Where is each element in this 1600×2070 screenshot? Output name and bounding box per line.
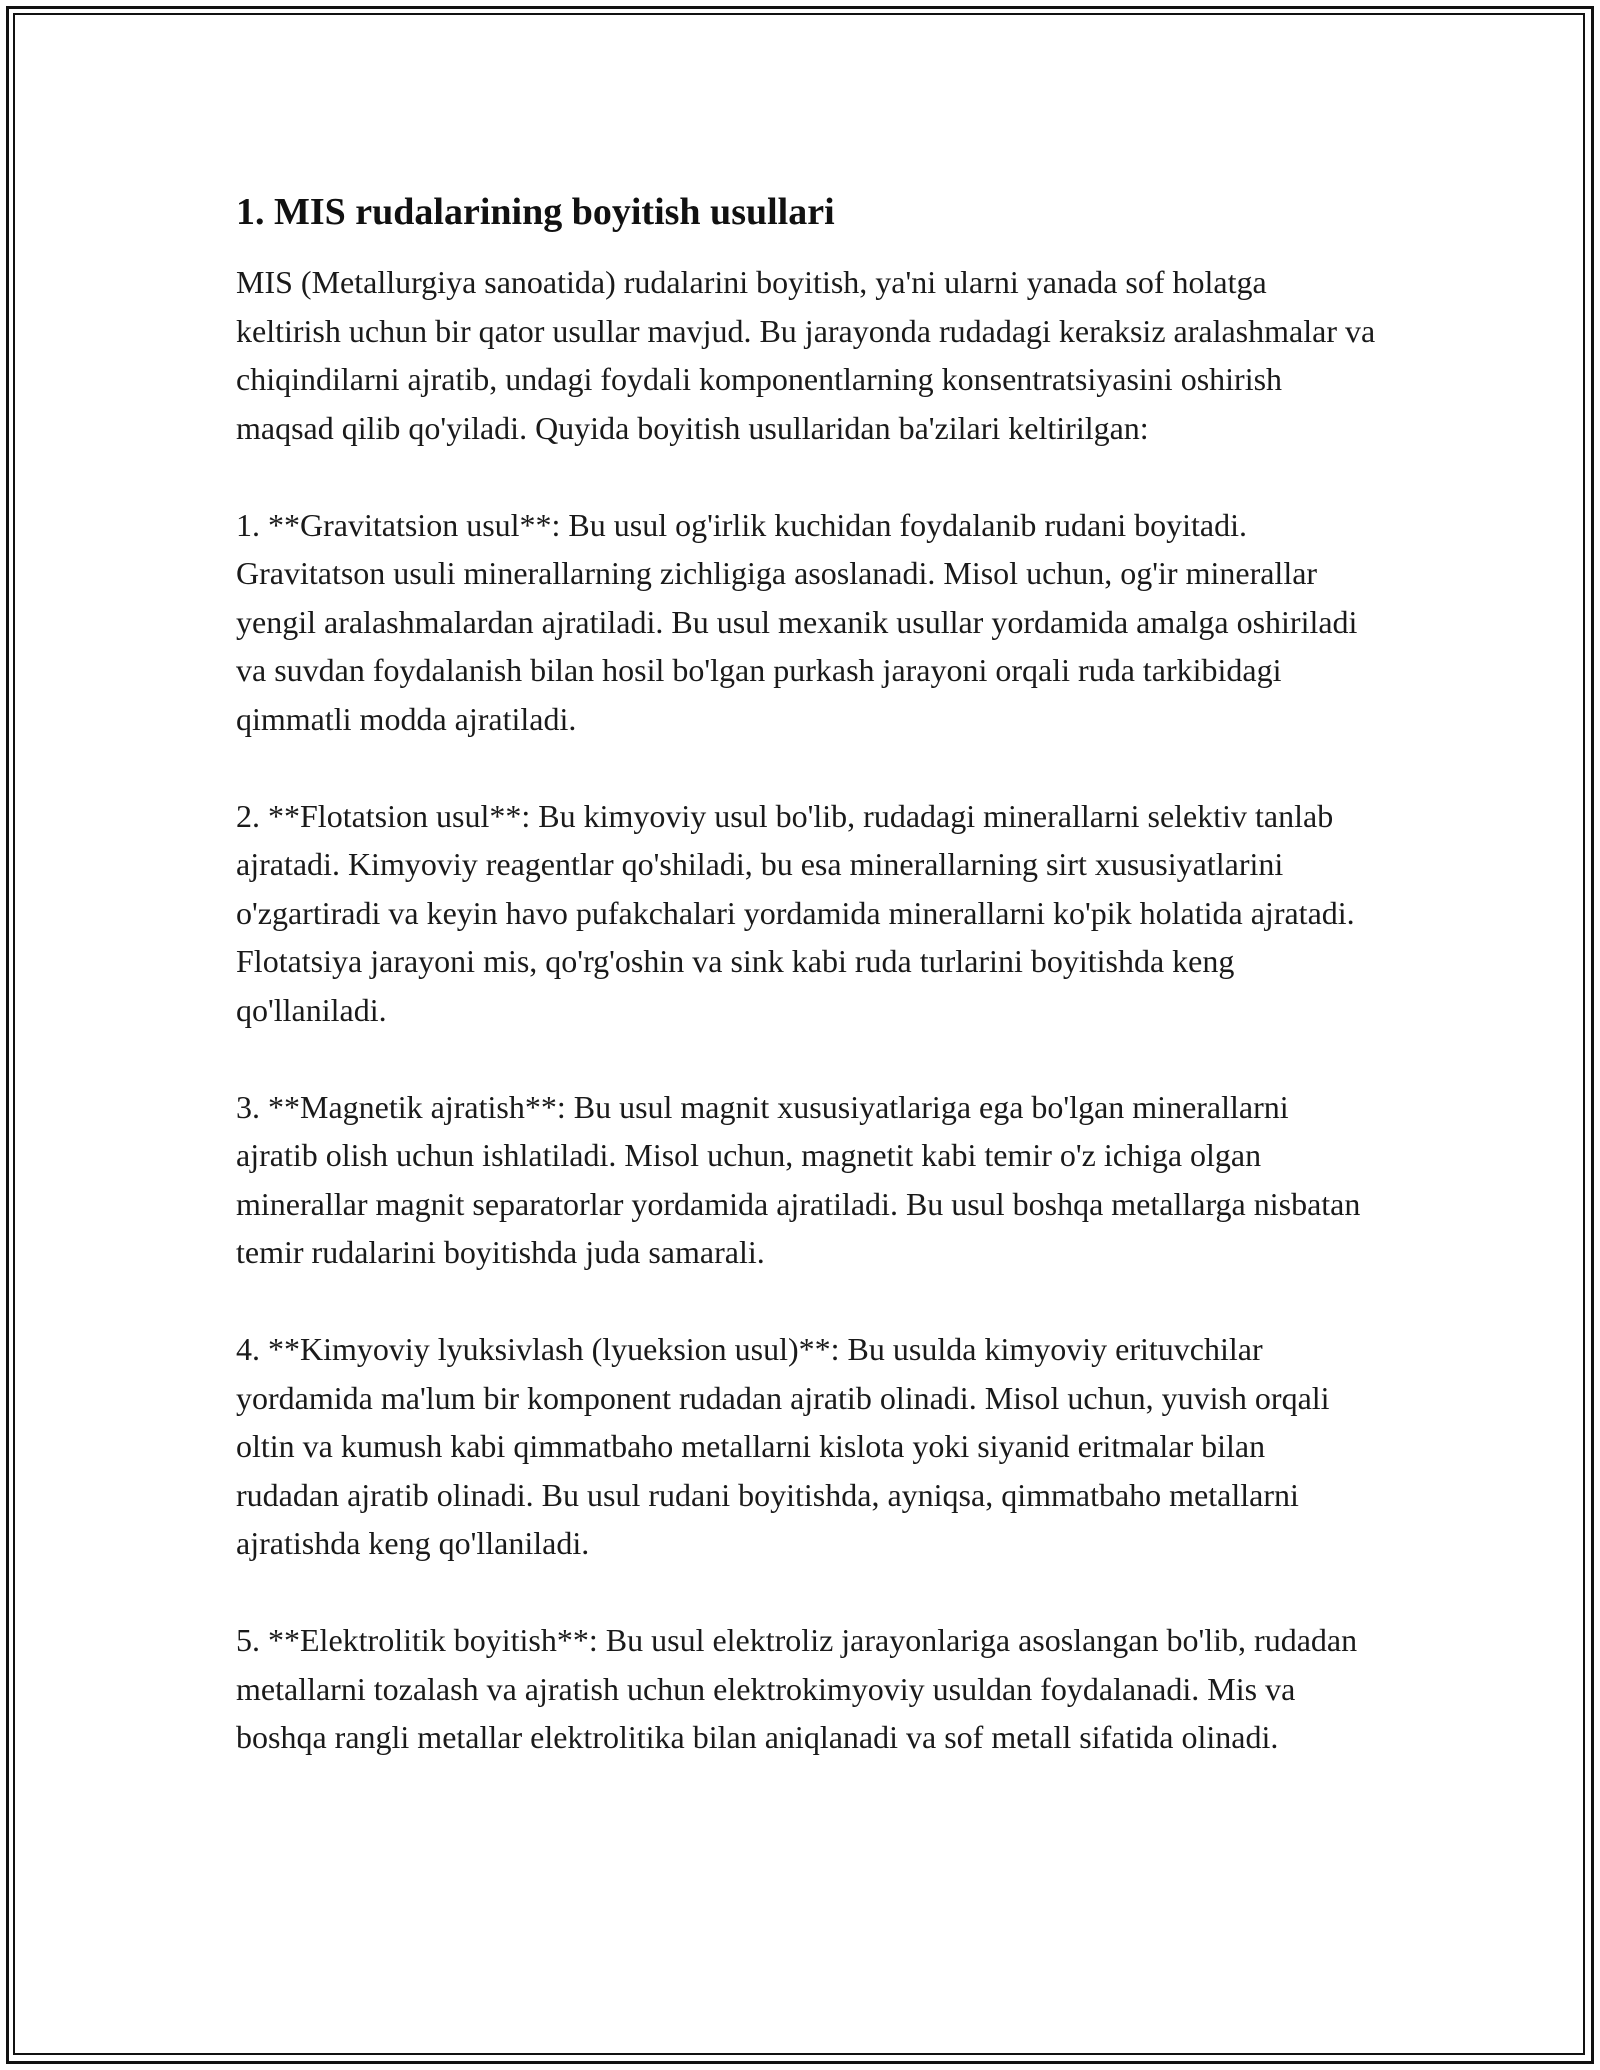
list-item: 2. **Flotatsion usul**: Bu kimyoviy usul bo'lib, rudadagi minerallarni selektiv tanlab ajratadi. Kimyoviy reagentlar qo'shiladi, bu esa minerallarning sirt xususiyatlarini o'zgartiradi va keyin havo pufakchalari yordamida minerallarni ko'pik holatida ajratadi. Flotatsiya jarayoni mis, qo'rg'oshin va sink kabi ruda turlarini boyitishda keng qo'llaniladi. — [236, 797, 1355, 1028]
intro-paragraph: MIS (Metallurgiya sanoatida) rudalarini boyitish, ya'ni ularni yanada sof holatga keltirish uchun bir qator usullar mavjud. Bu jarayonda rudadagi keraksiz aralashmalar va chiqindilarni ajratib, undagi foydali komponentlarning konsentratsiyasini oshirish maqsad qilib qo'yiladi. Quyida boyitish usullaridan ba'zilari keltirilgan: — [236, 264, 1376, 446]
list-item: 5. **Elektrolitik boyitish**: Bu usul elektroliz jarayonlariga asoslangan bo'lib, rudadan metallarni tozalash va ajratish uchun elektrokimyoviy usuldan foydalanadi. Mis va boshqa rangli metallar elektrolitika bilan aniqlanadi va sof metall sifatida olinadi. — [236, 1622, 1358, 1755]
document-body — [236, 188, 1376, 1762]
list-item: 1. **Gravitatsion usul**: Bu usul og'irlik kuchidan foydalanib rudani boyitadi. Gravitatson usuli minerallarning zichligiga asoslanadi. Misol uchun, og'ir minerallar yengil aralashmalardan ajratiladi. Bu usul mexanik usullar yordamida amalga oshiriladi va suvdan foydalanish bilan hosil bo'lgan purkash jarayoni orqali ruda tarkibidagi qimmatli modda ajratiladi. — [236, 506, 1358, 737]
list-item: 3. **Magnetik ajratish**: Bu usul magnit xususiyatlariga ega bo'lgan minerallarni ajratib olish uchun ishlatiladi. Misol uchun, magnetit kabi temir o'z ichiga olgan minerallar magnit separatorlar yordamida ajratiladi. Bu usul boshqa metallarga nisbatan temir rudalarini boyitishda juda samarali. — [236, 1088, 1361, 1270]
list-item: 4. **Kimyoviy lyuksivlash (lyueksion usul)**: Bu usulda kimyoviy erituvchilar yordamida ma'lum bir komponent rudadan ajratib olinadi. Misol uchun, yuvish orqali oltin va kumush kabi qimmatbaho metallarni kislota yoki siyanid eritmalar bilan rudadan ajratib olinadi. Bu usul rudani boyitishda, ayniqsa, qimmatbaho metallarni ajratishda keng qo'llaniladi. — [236, 1331, 1330, 1561]
document-title: 1. MIS rudalarining boyitish usullari — [236, 191, 835, 233]
